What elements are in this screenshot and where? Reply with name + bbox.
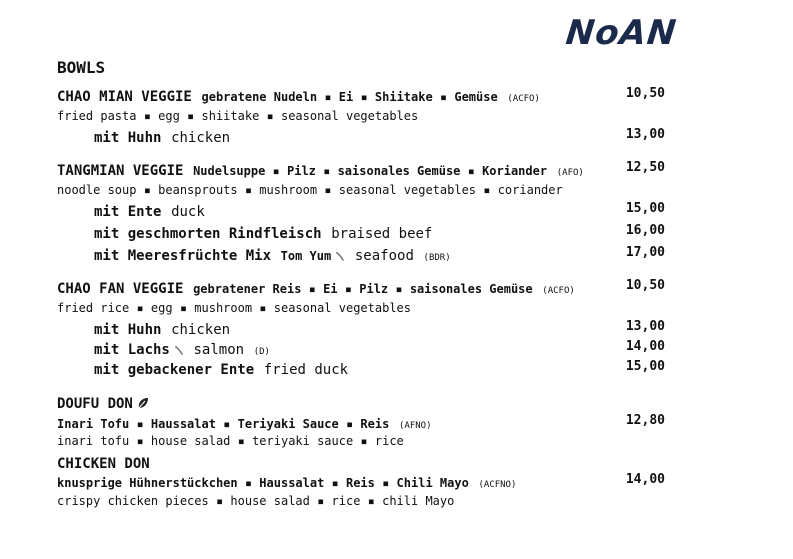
item-price: 10,50 bbox=[625, 278, 665, 293]
option-price: 16,00 bbox=[625, 223, 665, 238]
item-price: 14,00 bbox=[625, 472, 665, 487]
option-en: fried duck bbox=[263, 362, 349, 378]
menu-item-chicken-don bbox=[57, 453, 667, 472]
item-name: TANGMIAN VEGGIE bbox=[57, 163, 184, 179]
option-en: seafood bbox=[354, 248, 414, 264]
item-description-de: knusprige Hühnerstückchen ▪ Haussalat ▪ Reis ▪ Chili Mayo bbox=[57, 476, 469, 490]
option-price: 14,00 bbox=[625, 339, 665, 354]
item-description-en: fried rice ▪ egg ▪ mushroom ▪ seasonal vegetables bbox=[57, 301, 412, 315]
item-description-en-row bbox=[57, 179, 667, 198]
chili-icon bbox=[174, 340, 184, 359]
option-en: duck bbox=[171, 204, 205, 220]
brand-logo: NoAN bbox=[563, 13, 679, 53]
option-row bbox=[94, 245, 667, 265]
menu-item-doufu-don bbox=[57, 393, 667, 413]
option-price: 17,00 bbox=[625, 245, 665, 260]
allergen-code: (AFO) bbox=[556, 168, 584, 178]
item-price: 12,80 bbox=[625, 413, 665, 428]
item-description-de-row bbox=[57, 472, 667, 491]
option-row bbox=[94, 201, 667, 220]
item-description-de: gebratener Reis ▪ Ei ▪ Pilz ▪ saisonales Gemüse bbox=[193, 282, 533, 296]
allergen-code: (AFNO) bbox=[398, 421, 432, 431]
item-description-de: gebratene Nudeln ▪ Ei ▪ Shiitake ▪ Gemüse bbox=[201, 90, 498, 104]
item-description-en-row bbox=[57, 430, 667, 449]
option-label: mit geschmorten Rindfleisch bbox=[94, 226, 322, 242]
option-en: salmon bbox=[193, 342, 245, 358]
item-name: CHAO FAN VEGGIE bbox=[57, 281, 184, 297]
allergen-code: (BDR) bbox=[423, 253, 451, 263]
option-en: braised beef bbox=[331, 226, 433, 242]
allergen-code: (ACFNO) bbox=[478, 480, 517, 490]
option-row bbox=[94, 127, 667, 146]
option-price: 13,00 bbox=[625, 319, 665, 334]
item-description-en: noodle soup ▪ beansprouts ▪ mushroom ▪ seasonal vegetables ▪ coriander bbox=[57, 183, 563, 197]
option-row bbox=[94, 319, 667, 338]
option-en: chicken bbox=[171, 322, 231, 338]
item-name: DOUFU DON bbox=[57, 396, 133, 412]
item-description-en: crispy chicken pieces ▪ house salad ▪ rice ▪ chili Mayo bbox=[57, 494, 455, 508]
option-row bbox=[94, 223, 667, 242]
chili-icon bbox=[335, 246, 345, 265]
option-label: mit Huhn bbox=[94, 130, 162, 146]
option-row bbox=[94, 359, 667, 378]
allergen-code: (ACFO) bbox=[507, 94, 540, 104]
option-extra: Tom Yum bbox=[280, 249, 332, 263]
item-description-en: inari tofu ▪ house salad ▪ teriyaki sauce ▪ rice bbox=[57, 434, 404, 448]
item-description-en-row bbox=[57, 105, 667, 124]
allergen-code: (ACFO) bbox=[542, 286, 575, 296]
option-label: mit Huhn bbox=[94, 322, 162, 338]
item-price: 10,50 bbox=[625, 86, 665, 101]
item-description-de: Nudelsuppe ▪ Pilz ▪ saisonales Gemüse ▪ Koriander bbox=[193, 164, 548, 178]
item-description-de: Inari Tofu ▪ Haussalat ▪ Teriyaki Sauce ▪ Reis bbox=[57, 417, 390, 431]
menu-item-chao-mian-veggie bbox=[57, 86, 667, 105]
menu-item-chao-fan-veggie bbox=[57, 278, 667, 297]
option-price: 15,00 bbox=[625, 201, 665, 216]
option-label: mit Ente bbox=[94, 204, 162, 220]
item-description-en-row bbox=[57, 490, 667, 509]
menu-item-tangmian-veggie bbox=[57, 160, 667, 179]
option-en: chicken bbox=[171, 130, 231, 146]
option-price: 13,00 bbox=[625, 127, 665, 142]
section-title: BOWLS bbox=[57, 58, 106, 77]
option-row bbox=[94, 339, 667, 359]
item-name: CHAO MIAN VEGGIE bbox=[57, 89, 192, 105]
option-label: mit Meeresfrüchte Mix bbox=[94, 248, 272, 264]
item-description-en: fried pasta ▪ egg ▪ shiitake ▪ seasonal vegetables bbox=[57, 109, 419, 123]
leaf-icon bbox=[137, 394, 149, 413]
option-label: mit gebackener Ente bbox=[94, 362, 255, 378]
allergen-code: (D) bbox=[253, 347, 270, 357]
item-description-en-row bbox=[57, 297, 667, 316]
option-price: 15,00 bbox=[625, 359, 665, 374]
option-label: mit Lachs bbox=[94, 342, 170, 358]
item-name: CHICKEN DON bbox=[57, 456, 150, 472]
item-price: 12,50 bbox=[625, 160, 665, 175]
